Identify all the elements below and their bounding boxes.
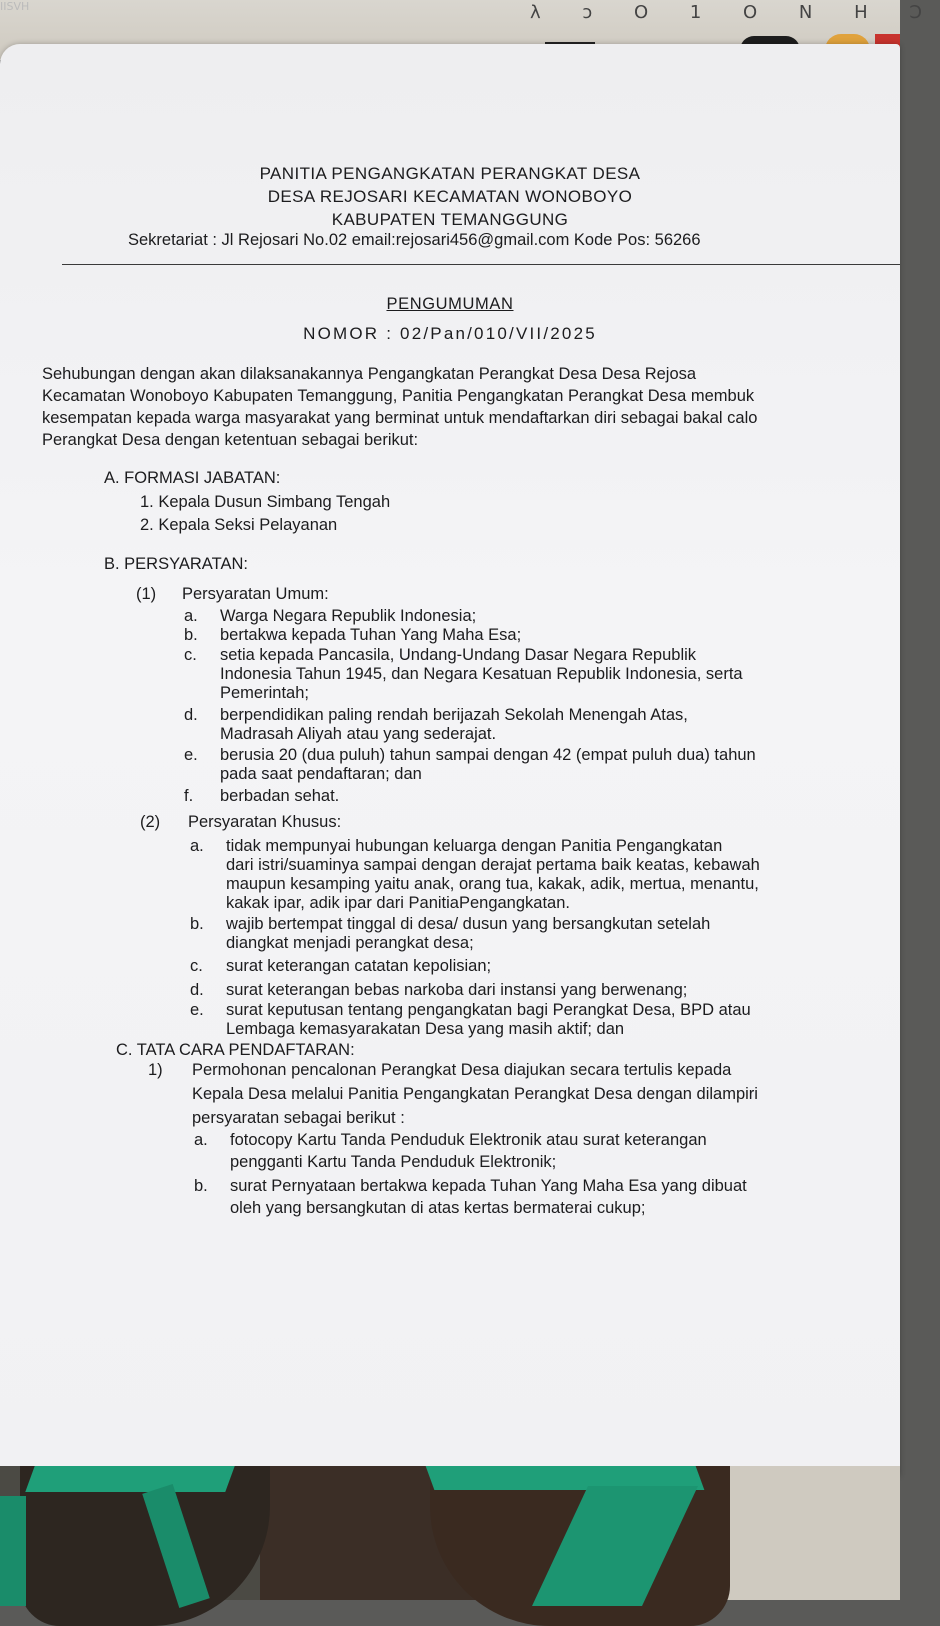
- list-item-line: Warga Negara Republik Indonesia;: [220, 607, 477, 625]
- list-item-line: Lembaga kemasyarakatan Desa yang masih aktif; dan: [226, 1020, 625, 1038]
- list-item-line: maupun kesamping yaitu anak, orang tua, kakak, adik, mertua, menantu,: [226, 875, 759, 893]
- header-line-3: KABUPATEN TEMANGGUNG: [331, 210, 569, 229]
- intro-line: Sehubungan dengan akan dilaksanakannya Pengangkatan Perangkat Desa Desa Rejosa: [42, 365, 697, 383]
- procedure-line: Permohonan pencalonan Perangkat Desa diajukan secara tertulis kepada: [192, 1061, 732, 1079]
- list-item-line: wajib bertempat tinggal di desa/ dusun yang bersangkutan setelah: [226, 915, 711, 933]
- list-item-line: Indonesia Tahun 1945, dan Negara Kesatuan Republik Indonesia, serta: [220, 665, 743, 683]
- document-number: NOMOR : 02/Pan/010/VII/2025: [303, 324, 597, 343]
- procedure-line: persyaratan sebagai berikut :: [192, 1109, 405, 1127]
- list-marker: d.: [184, 706, 198, 724]
- position-item: 2. Kepala Seksi Pelayanan: [140, 516, 338, 534]
- section-a-heading: A. FORMASI JABATAN:: [104, 469, 281, 487]
- requirement-group-marker: (2): [140, 813, 161, 831]
- list-marker: c.: [184, 646, 197, 664]
- list-item-line: surat keputusan tentang pengangkatan bagi Perangkat Desa, BPD atau: [226, 1001, 751, 1019]
- list-item-line: berbadan sehat.: [220, 787, 340, 805]
- list-marker: d.: [190, 981, 204, 999]
- list-item-line: fotocopy Kartu Tanda Penduduk Elektronik atau surat keterangan: [230, 1131, 707, 1149]
- general-requirements-heading: Persyaratan Umum:: [182, 585, 329, 603]
- requirement-group-marker: (1): [136, 585, 157, 603]
- section-c-heading: C. TATA CARA PENDAFTARAN:: [116, 1041, 355, 1059]
- list-item-line: dari istri/suaminya sampai dengan derajat pertama baik keatas, kebawah: [226, 856, 760, 874]
- list-item-line: tidak mempunyai hubungan keluarga dengan Panitia Pengangkatan: [226, 837, 723, 855]
- background-characters: λ ɔ O 1 O N H Ɔ: [530, 2, 940, 23]
- list-item-line: kakak ipar, adik ipar dari PanitiaPengangkatan.: [226, 894, 570, 912]
- list-item-line: oleh yang bersangkutan di atas kertas bermaterai cukup;: [230, 1199, 646, 1217]
- list-item-line: setia kepada Pancasila, Undang-Undang Dasar Negara Republik: [220, 646, 697, 664]
- intro-line: kesempatan kepada warga masyarakat yang berminat untuk mendaftarkan diri sebagai bakal calo: [42, 409, 758, 427]
- list-item-line: pada saat pendaftaran; dan: [220, 765, 422, 783]
- list-marker: a.: [190, 837, 204, 855]
- list-item-line: pengganti Kartu Tanda Penduduk Elektronik;: [230, 1153, 557, 1171]
- intro-line: Kecamatan Wonoboyo Kabupaten Temanggung, Panitia Pengangkatan Perangkat Desa membuk: [42, 387, 755, 405]
- position-item: 1. Kepala Dusun Simbang Tengah: [140, 493, 391, 511]
- document-title: PENGUMUMAN: [386, 295, 514, 313]
- list-marker: b.: [190, 915, 204, 933]
- header-address: Sekretariat : Jl Rejosari No.02 email:rejosari456@gmail.com Kode Pos: 56266: [128, 231, 701, 249]
- list-item-line: berusia 20 (dua puluh) tahun sampai dengan 42 (empat puluh dua) tahun: [220, 746, 756, 764]
- intro-line: Perangkat Desa dengan ketentuan sebagai berikut:: [42, 431, 419, 449]
- procedure-line: Kepala Desa melalui Panitia Pengangkatan Perangkat Desa dengan dilampiri: [192, 1085, 758, 1103]
- list-marker: a.: [194, 1131, 208, 1149]
- list-item-line: surat keterangan bebas narkoba dari instansi yang berwenang;: [226, 981, 688, 999]
- list-item-line: Madrasah Aliyah atau yang sederajat.: [220, 725, 497, 743]
- list-item-line: surat Pernyataan bertakwa kepada Tuhan Yang Maha Esa yang dibuat: [230, 1177, 747, 1195]
- list-item-line: berpendidikan paling rendah berijazah Sekolah Menengah Atas,: [220, 706, 688, 724]
- list-item-line: Pemerintah;: [220, 684, 309, 702]
- list-marker: b.: [194, 1177, 208, 1195]
- list-marker: a.: [184, 607, 198, 625]
- header-divider: [62, 264, 900, 265]
- list-marker: f.: [184, 787, 194, 805]
- background-mark: IISVH: [0, 0, 30, 13]
- list-item-line: bertakwa kepada Tuhan Yang Maha Esa;: [220, 626, 522, 644]
- special-requirements-heading: Persyaratan Khusus:: [188, 813, 342, 831]
- list-marker: b.: [184, 626, 198, 644]
- list-marker: e.: [184, 746, 198, 764]
- list-marker: e.: [190, 1001, 204, 1019]
- header-line-1: PANITIA PENGANGKATAN PERANGKAT DESA: [259, 164, 641, 183]
- list-item-line: diangkat menjadi perangkat desa;: [226, 934, 474, 952]
- list-item-line: surat keterangan catatan kepolisian;: [226, 957, 492, 975]
- procedure-marker: 1): [148, 1061, 163, 1079]
- list-marker: c.: [190, 957, 203, 975]
- section-b-heading: B. PERSYARATAN:: [104, 555, 248, 573]
- header-line-2: DESA REJOSARI KECAMATAN WONOBOYO: [267, 187, 633, 206]
